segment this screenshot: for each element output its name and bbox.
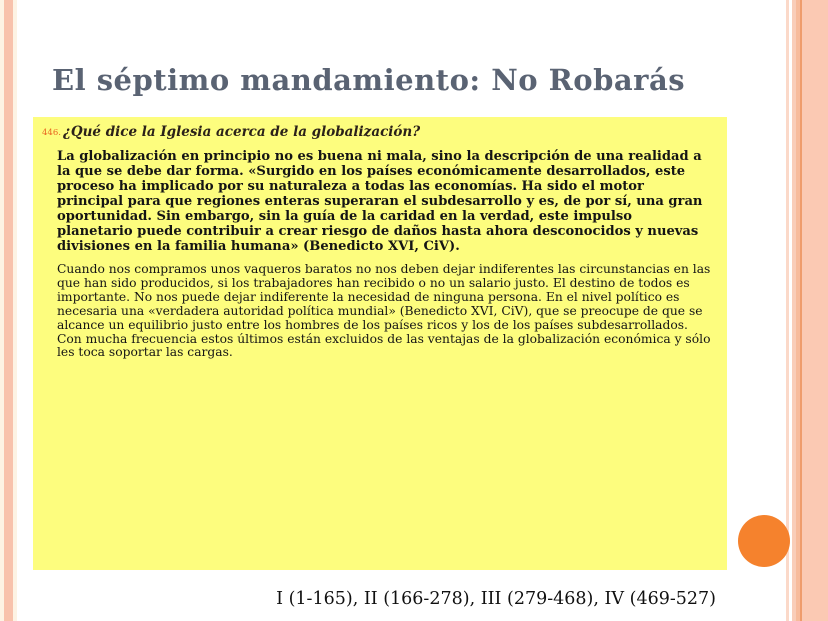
right-stripe-band [802,0,828,621]
question-line [42,124,711,140]
slide-title: El séptimo mandamiento: No Robarás [52,63,686,97]
paragraph-commentary: Cuando nos compramos unos vaqueros baratos no nos deben dejar indiferentes las circunstancias en las que han sido producidos, si los trabajadores han recibido o no un salario justo. El destino de todos es importante. No nos puede dejar indiferente la necesidad de ninguna persona. En el nivel político es necesaria una «verdadera autoridad política mundial» (Benedicto XVI, CiV), que se preocupe de que se alcance un equilibrio justo entre los hombres de los países ricos y los de los países subdesarrollados. Con mucha frecuencia estos últimos están excluidos de las ventajas de la globalización económica y sólo les toca soportar las cargas. [57,262,711,360]
footer-section-ranges: I (1-165), II (166-278), III (279-468), IV (469-527) [276,589,716,609]
question-text: ¿Qué dice la Iglesia acerca de la globalización? [62,124,421,140]
content-box [33,117,727,570]
accent-circle [738,515,790,567]
left-accent-bar [4,0,13,621]
paragraph-quote: La globalización en principio no es buena ni mala, sino la descripción de una realidad a la que se debe dar forma. «Surgido en los países económicamente desarrollados, este proceso ha implicado por su naturaleza a todas las economías. Ha sido el motor principal para que regiones enteras superaran el subdesarrollo y es, de por sí, una gran oportunidad. Sin embargo, sin la guía de la caridad en la verdad, este impulso planetario puede contribuir a crear riesgo de daños hasta ahora desconocidos y nuevas divisiones en la familia humana» (Benedicto XVI, CiV). [57,149,703,254]
question-number: 446. [42,128,61,138]
